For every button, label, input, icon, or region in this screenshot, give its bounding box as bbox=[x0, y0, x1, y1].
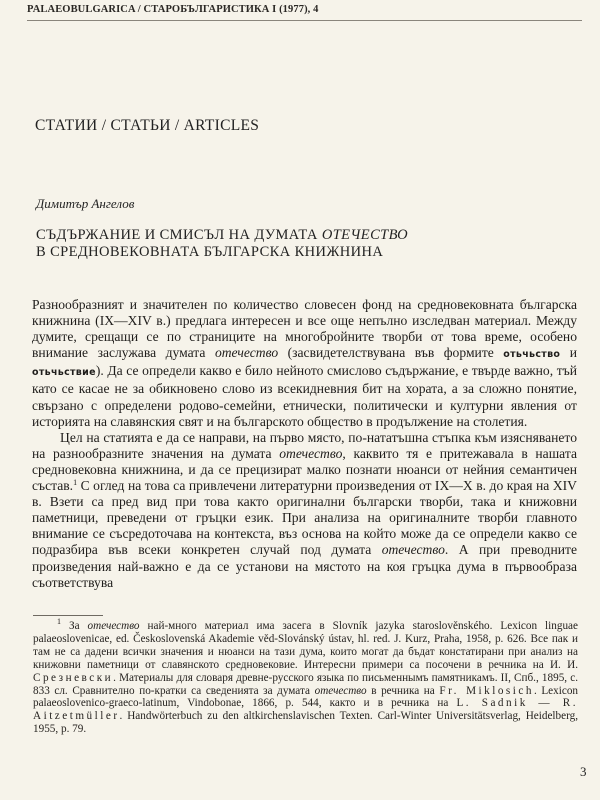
text: най-много материал има засега в Slovník jazyka staroslověnského. Lexicon linguae palaeoslovenicae, ed. Československá Akademie věd-Slovánský ústav, hl. red. J. Kurz, Praha, 1958, p. 626. Все пак и там не са дадени всички значения и нюанси на тази дума, които могат да бъдат констатирани при анализ на книжовни паметници от славянското средновековие. Интересни примери са посочени в речника на И. И. bbox=[33, 620, 578, 671]
paragraph-1 bbox=[32, 297, 577, 430]
text: . А при преводните произведения най-важно е да се установи на мястото на коя гръцка дума в първообраза съответствува bbox=[32, 542, 577, 590]
italic-term: отечество bbox=[279, 445, 343, 461]
section-label: СТАТИИ / СТАТЬИ / ARTICLES bbox=[35, 117, 260, 134]
old-slavonic-form: отьчьствие bbox=[32, 367, 96, 379]
text: в речника на bbox=[366, 684, 440, 697]
title-line-2: В СРЕДНОВЕКОВНАТА БЪЛГАРСКА КНИЖНИНА bbox=[36, 244, 384, 260]
article-title bbox=[36, 227, 408, 261]
header-rule bbox=[27, 20, 582, 21]
text: Цел на статията е да се направи, на първо място, по-нататъшна стъпка към изясняването на разнообразните значения на думата bbox=[32, 429, 577, 461]
text: и bbox=[560, 345, 577, 361]
italic-term: отечество bbox=[87, 620, 140, 632]
text: За bbox=[61, 620, 88, 632]
italic-term: отечество bbox=[314, 684, 367, 697]
title-italic-word: ОТЕЧЕСТВО bbox=[321, 227, 409, 243]
cited-author: L. Sadnik — R. Aitzetmüller bbox=[33, 697, 578, 723]
footnote-mark: 1 bbox=[57, 617, 61, 626]
article-body bbox=[32, 297, 577, 591]
title-line-1 bbox=[36, 227, 408, 244]
footnote-1 bbox=[33, 617, 579, 736]
footnote-reference[interactable]: 1 bbox=[73, 478, 78, 488]
page-number: 3 bbox=[580, 764, 587, 779]
paragraph-2 bbox=[32, 430, 577, 591]
footnote-text bbox=[33, 617, 579, 736]
italic-term: отечество bbox=[214, 345, 279, 361]
text: С оглед на това са привлечени литературни произведения от IX—X в. до края на XIV в. Взети са пред вид при това както оригинални български творби, така и книжовни паметници, преведени от гръцки език. При анализа на оригиналните творби главното внимание се съсредоточава на контекста, въз основа на който може да се определи какво се подразбира във всеки конкретен случай под думата bbox=[32, 478, 577, 558]
author-name: Димитър Ангелов bbox=[36, 196, 135, 211]
text: , каквито тя е притежавала в нашата средновековна книжнина, и да се прецизират малко познати нюанси от нейния семантичен състав. bbox=[32, 445, 577, 494]
text: (засвидетелствувана във формите bbox=[278, 345, 504, 361]
old-slavonic-form: отьчьство bbox=[503, 349, 561, 361]
italic-term: отечество bbox=[381, 542, 445, 558]
footnote-separator bbox=[33, 615, 103, 616]
text: . Материалы для словаря древне-русского языка по письменнымъ памятникамъ. II, Спб., 1895, с. 833 сл. Сравнително по-кратки са сведенията за думата bbox=[33, 671, 578, 697]
title-text: СЪДЪРЖАНИЕ И СМИСЪЛ НА ДУМАТА bbox=[36, 227, 322, 243]
running-head: PALAEOBULGARICA / СТАРОБЪЛГАРИСТИКА I (1977), 4 bbox=[27, 4, 319, 15]
text: Разнообразният и значителен по количество словесен фонд на средновековната българска книжнина (IX—XIV в.) предлага интересен и все още непълно изследван материал. Между думите, срещащи се по страниците на многобройните творби от това време, особено внимание заслужава думата bbox=[32, 297, 577, 361]
cited-author: Срезневски bbox=[33, 671, 114, 684]
text: . Lexicon palaeoslovenico-graeco-latinum, Vindobonae, 1866, p. 544, както и в речника на bbox=[33, 684, 579, 710]
text: ). Да се определи какво е било нейното смислово съдържание, е твърде важно, тъй като се касае не за обикновено слово из всекидневния бит на хората, а за сложно понятие, свързано с определени родово-семейни, етнически, политически и културни явления от историята на славянския свят и на българското общество в продължение на столетия. bbox=[32, 363, 577, 429]
text: . Handwörterbuch zu den altkirchenslavischen Texten. Carl-Winter Universitätsverlag, Heidelberg, 1955, p. 79. bbox=[33, 710, 578, 736]
cited-author: Fr. Miklosich bbox=[439, 684, 534, 697]
